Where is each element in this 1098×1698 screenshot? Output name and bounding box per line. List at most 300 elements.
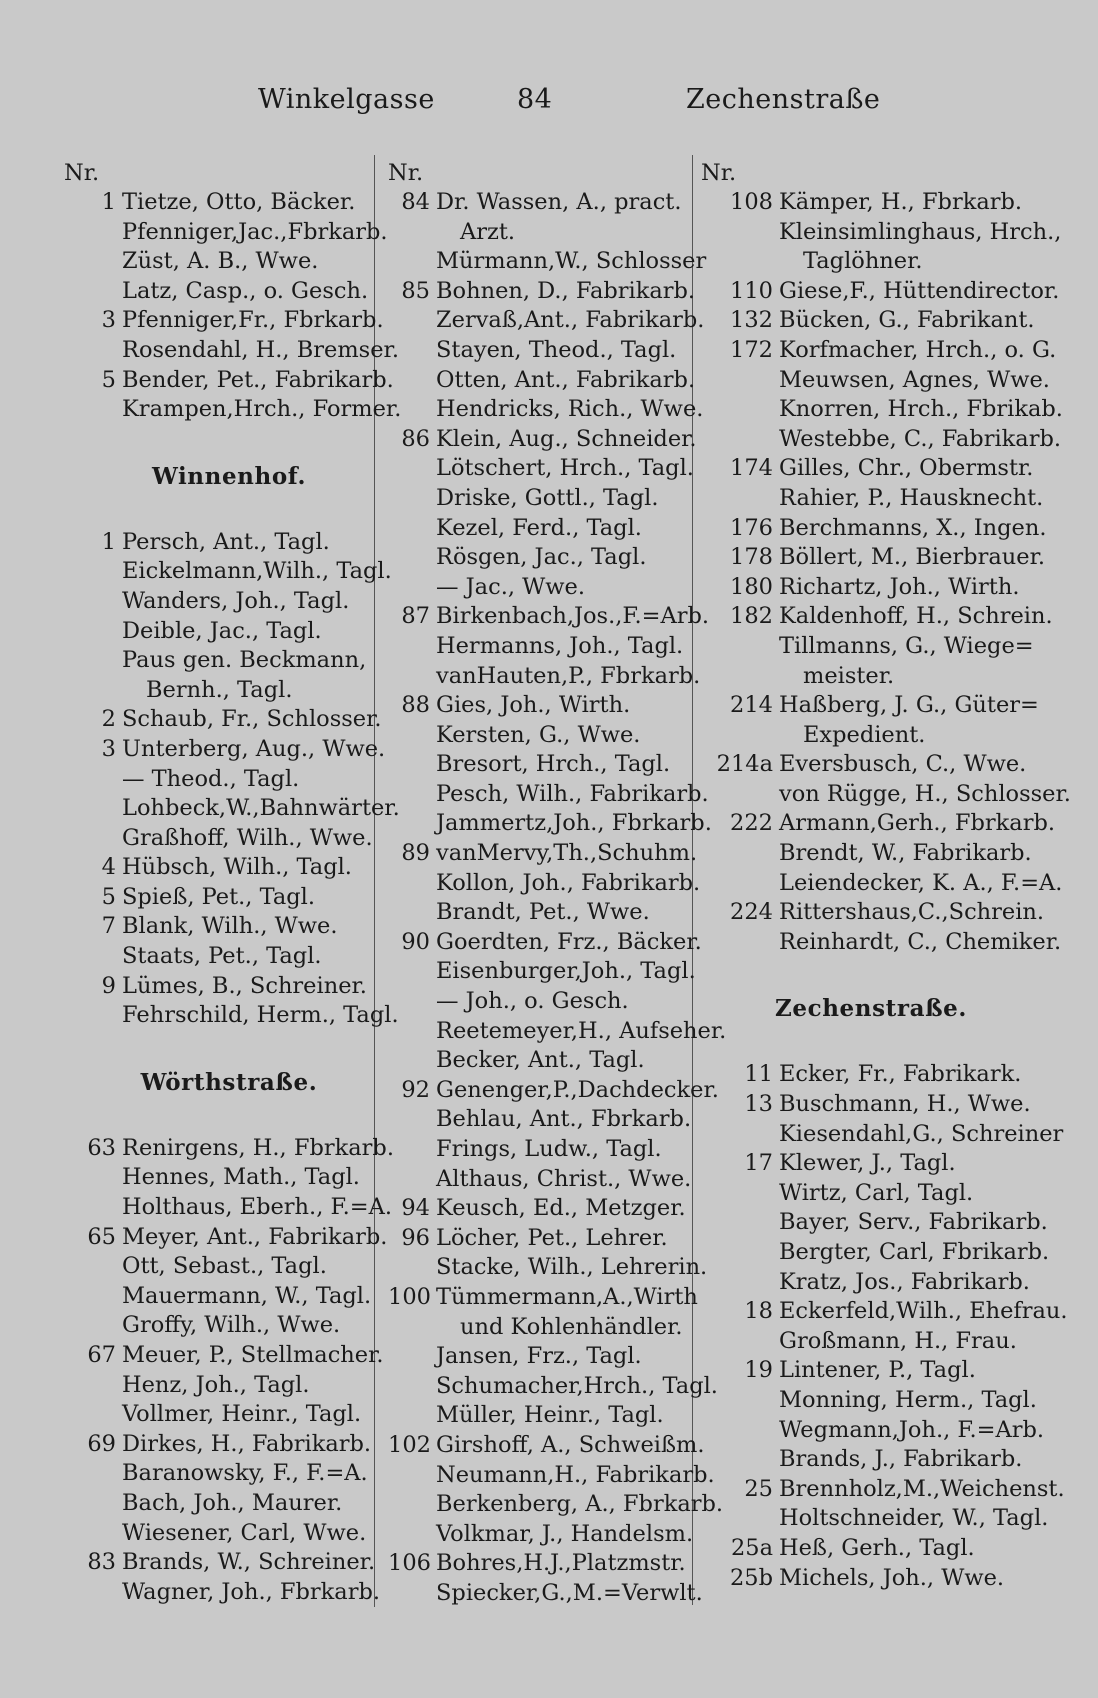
house-number [64,1371,122,1401]
house-number [388,366,436,396]
resident-name: Taglöhner. [803,248,923,275]
directory-entry [388,632,698,662]
resident-name: Unterberg, Aug., Wwe. [122,735,386,762]
house-number: 214 [730,692,773,719]
directory-entry [388,366,698,396]
resident-name: Müller, Heinr., Tagl. [436,1402,664,1429]
resident-name: von Rügge, H., Schlosser. [779,780,1071,807]
house-number [64,247,122,277]
directory-entry [64,676,394,706]
house-number [64,395,122,425]
directory-entry [64,1193,394,1223]
resident-name: Rahier, P., Hausknecht. [779,484,1044,511]
resident-name: Groffy, Wilh., Wwe. [122,1312,341,1339]
directory-entry [388,839,698,869]
resident-name: Westebbe, C., Fabrikarb. [779,425,1062,452]
resident-name: Rösgen, Jac., Tagl. [436,544,647,571]
resident-name: Kaldenhoff, H., Schrein. [779,603,1053,630]
nr-column-label: Nr. [64,160,100,186]
directory-entry [64,1163,394,1193]
resident-name: — Jac., Wwe. [436,573,585,600]
house-number: 1 [101,189,116,215]
house-number: 25a [730,1534,773,1561]
house-number [64,942,122,972]
resident-name: Lötschert, Hrch., Tagl. [436,455,694,482]
directory-entry [701,1564,1041,1594]
directory-entry [64,883,394,913]
directory-entry [64,735,394,765]
directory-entry [388,1490,724,1520]
house-number [64,1001,122,1031]
resident-name: Expedient. [803,721,926,748]
resident-name: Großmann, H., Frau. [779,1327,1017,1354]
house-number: 106 [388,1550,431,1577]
directory-entry [64,972,394,1002]
house-number [64,336,122,366]
house-number: 83 [87,1549,116,1576]
resident-name: Krampen,Hrch., Former. [122,396,402,423]
resident-name: Bach, Joh., Maurer. [122,1489,343,1516]
directory-entry [388,1549,698,1579]
directory-entry [388,1579,703,1609]
house-number [388,1046,436,1076]
resident-name: Dirkes, H., Fabrikarb. [122,1430,372,1457]
house-number: 13 [744,1091,773,1118]
resident-name: Brennholz,M.,Weichenst. [779,1475,1065,1502]
resident-name: Ott, Sebast., Tagl. [122,1253,327,1280]
directory-entry [701,1386,1041,1416]
directory-entry [388,750,698,780]
house-number [64,617,122,647]
house-number [701,721,779,751]
resident-name: Buschmann, H., Wwe. [779,1091,1031,1118]
directory-entry [64,587,394,617]
house-number [64,1193,122,1223]
resident-name: Eisenburger,Joh., Tagl. [436,958,696,985]
directory-entry [388,1046,698,1076]
resident-name: Driske, Gottl., Tagl. [436,484,659,511]
resident-name: Meyer, Ant., Fabrikarb. [122,1223,388,1250]
house-number: 86 [401,425,430,452]
house-number: 19 [744,1357,773,1384]
house-number [388,395,436,425]
directory-entry [701,1534,1041,1564]
directory-entry [701,306,1041,336]
directory-entry [388,1253,708,1283]
house-number [701,1208,779,1238]
resident-name: Hendricks, Rich., Wwe. [436,396,704,423]
directory-entry [388,1520,698,1550]
house-number [388,1105,436,1135]
resident-name: Jansen, Frz., Tagl. [436,1343,642,1370]
resident-name: Brandt, Pet., Wwe. [436,899,650,926]
house-number: 108 [730,189,773,215]
house-number: 94 [401,1195,430,1222]
resident-name: Bohres,H.J.,Platzmstr. [436,1550,686,1577]
house-number [701,780,779,810]
directory-entry [64,1430,394,1460]
directory-entry [64,1489,394,1519]
directory-entry [64,1548,394,1578]
directory-entry [701,573,1041,603]
house-number [388,484,436,514]
resident-name: Berkenberg, A., Fbrkarb. [436,1491,724,1518]
directory-entry [64,646,394,676]
house-number [701,395,779,425]
house-number [388,543,436,573]
house-number [701,869,779,899]
resident-name: Jammertz,Joh., Fbrkarb. [436,810,712,837]
resident-name: Baranowsky, F., F.=A. [122,1460,368,1487]
house-number [64,646,122,676]
directory-entry [64,1578,394,1608]
directory-entry [701,1475,1065,1505]
house-number [388,247,436,277]
house-number [388,1342,436,1372]
directory-entry [64,395,402,425]
directory-entry [388,395,704,425]
resident-name: Latz, Casp., o. Gesch. [122,277,369,304]
house-number: 3 [101,735,116,762]
house-number: 89 [401,840,430,867]
house-number: 25 [744,1475,773,1502]
house-number [388,1313,436,1343]
resident-name: Kämper, H., Fbrkarb. [779,189,1023,215]
house-number [64,676,122,706]
resident-name: Deible, Jac., Tagl. [122,617,322,644]
house-number: 96 [401,1224,430,1251]
house-number [64,824,122,854]
resident-name: Bresort, Hrch., Tagl. [436,751,671,778]
street-heading: Zechenstraße. [774,995,967,1023]
house-number [388,957,436,987]
resident-name: Persch, Ant., Tagl. [122,528,330,555]
directory-entry [388,928,702,958]
house-number [388,721,436,751]
resident-name: Arzt. [460,218,516,245]
directory-entry [701,1208,1048,1238]
house-number: 11 [744,1061,773,1088]
directory-entry [701,869,1063,899]
house-number [388,573,436,603]
resident-name: Klewer, J., Tagl. [779,1150,956,1177]
house-number: 102 [388,1431,431,1458]
resident-name: Genenger,P.,Dachdecker. [436,1076,719,1103]
resident-name: Althaus, Christ., Wwe. [436,1165,692,1192]
resident-name: Paus gen. Beckmann, [122,647,367,674]
house-number [64,1163,122,1193]
directory-entry [388,1461,715,1491]
resident-name: Kleinsimlinghaus, Hrch., [779,218,1062,245]
house-number: 67 [87,1342,116,1368]
directory-entry [701,839,1041,869]
directory-entry [388,1017,727,1047]
resident-name: Schumacher,Hrch., Tagl. [436,1372,718,1399]
house-number [701,1238,779,1268]
resident-name: Haßberg, J. G., Güter= [779,692,1039,719]
directory-entry [64,1252,394,1282]
resident-name: Dr. Wassen, A., pract. [436,189,682,215]
resident-name: Leiendecker, K. A., F.=A. [779,869,1063,896]
directory-entry [701,218,1062,248]
house-number [701,1179,779,1209]
nr-column-label: Nr. [701,160,737,186]
house-number: 1 [101,528,116,555]
resident-name: Pesch, Wilh., Fabrikarb. [436,780,709,807]
directory-entry [701,395,1063,425]
directory-entry [64,247,394,277]
house-number: 69 [87,1430,116,1457]
directory-entry [701,1090,1041,1120]
resident-name: Ecker, Fr., Fabrikark. [779,1061,1022,1088]
house-number: 9 [101,972,116,999]
house-number: 176 [730,514,773,541]
house-number: 87 [401,603,430,630]
directory-entry [701,1504,1049,1534]
house-number [388,987,436,1017]
resident-name: Bender, Pet., Fabrikarb. [122,366,394,393]
directory-entry [701,632,1041,662]
house-number: 65 [87,1223,116,1250]
house-number [388,1461,436,1491]
resident-name: Lintener, P., Tagl. [779,1357,976,1384]
house-number [701,1386,779,1416]
resident-name: Knorren, Hrch., Fbrikab. [779,396,1063,423]
resident-name: Otten, Ant., Fabrikarb. [436,366,696,393]
resident-name: Eversbusch, C., Wwe. [779,751,1027,778]
directory-entry [388,1313,698,1343]
house-number [64,1400,122,1430]
house-number [64,277,122,307]
house-number [388,809,436,839]
resident-name: Blank, Wilh., Wwe. [122,913,338,940]
resident-name: Eckerfeld,Wilh., Ehefrau. [779,1298,1068,1325]
resident-name: Lümes, B., Schreiner. [122,972,367,999]
house-number: 84 [401,189,430,215]
resident-name: Becker, Ant., Tagl. [436,1047,645,1074]
directory-entry [64,1311,394,1341]
resident-name: Eickelmann,Wilh., Tagl. [122,558,392,585]
directory-entry [701,247,1041,277]
directory-entry [388,1165,698,1195]
directory-entry [388,306,705,336]
directory-entry [388,484,698,514]
directory-entry [388,1224,698,1254]
resident-name: Reinhardt, C., Chemiker. [779,928,1062,955]
house-number [388,1401,436,1431]
directory-entry [64,942,394,972]
resident-name: Renirgens, H., Fbrkarb. [122,1134,394,1161]
street-heading: Winnenhof. [151,462,307,490]
directory-entry [388,336,698,366]
directory-entry [701,454,1041,484]
resident-name: Wirtz, Carl, Tagl. [779,1179,974,1206]
resident-name: Bohnen, D., Fabrikarb. [436,277,696,304]
house-number [388,750,436,780]
resident-name: Wanders, Joh., Tagl. [122,587,350,614]
directory-entry [64,1519,394,1549]
resident-name: Kezel, Ferd., Tagl. [436,514,642,541]
nr-column-label: Nr. [388,160,424,186]
resident-name: — Theod., Tagl. [122,765,300,792]
house-number [64,1311,122,1341]
resident-name: Wagner, Joh., Fbrkarb. [122,1578,381,1605]
column-2 [388,158,727,1609]
house-number [701,1445,779,1475]
directory-entry [701,1297,1068,1327]
resident-name: Kersten, G., Wwe. [436,721,641,748]
house-number [701,662,779,692]
house-number [64,765,122,795]
resident-name: Staats, Pet., Tagl. [122,943,322,970]
directory-entry [701,1268,1041,1298]
resident-name: Volkmar, J., Handelsm. [436,1520,694,1547]
directory-entry [701,691,1041,721]
directory-entry [701,898,1045,928]
house-number: 174 [730,455,773,482]
resident-name: Klein, Aug., Schneider. [436,425,697,452]
directory-entry [388,1194,698,1224]
directory-entry [64,306,394,336]
directory-entry [701,1416,1045,1446]
directory-entry [64,794,400,824]
house-number [64,1459,122,1489]
street-heading: Wörthstraße. [140,1068,318,1096]
house-number: 100 [388,1283,431,1310]
resident-name: Goerdten, Frz., Bäcker. [436,928,702,955]
resident-name: Girshoff, A., Schweißm. [436,1431,705,1458]
directory-entry [701,543,1046,573]
house-number [388,869,436,899]
directory-entry [701,277,1060,307]
resident-name: Reetemeyer,H., Aufseher. [436,1017,727,1044]
resident-name: Heß, Gerh., Tagl. [779,1534,975,1561]
directory-entry [701,336,1057,366]
house-number: 3 [101,307,116,334]
directory-entry [64,1341,394,1371]
directory-entry [388,1401,698,1431]
directory-entry [64,1400,394,1430]
resident-name: Hübsch, Wilh., Tagl. [122,854,352,881]
house-number: 180 [730,573,773,600]
resident-name: Rosendahl, H., Bremser. [122,336,399,363]
house-number [701,1504,779,1534]
directory-entry [388,898,698,928]
directory-entry [701,721,1041,751]
house-number: 214a [716,751,773,778]
directory-entry [388,987,698,1017]
directory-entry [64,277,394,307]
directory-entry [388,425,698,455]
resident-name: Zervaß,Ant., Fabrikarb. [436,307,705,334]
resident-name: Kratz, Jos., Fabrikarb. [779,1268,1030,1295]
resident-name: Frings, Ludw., Tagl. [436,1136,662,1162]
directory-entry [388,454,698,484]
house-number: 5 [101,366,116,393]
resident-name: Brands, J., Fabrikarb. [779,1446,1023,1473]
house-number [701,839,779,869]
resident-name: Hermanns, Joh., Tagl. [436,632,684,659]
house-number: 132 [730,307,773,334]
resident-name: Holtschneider, W., Tagl. [779,1505,1049,1532]
house-number [388,218,436,248]
house-number: 4 [101,854,116,881]
resident-name: Birkenbach,Jos.,F.=Arb. [436,603,710,630]
house-number [388,1165,436,1195]
resident-name: Züst, A. B., Wwe. [122,248,319,275]
directory-entry [701,1238,1050,1268]
resident-name: Kiesendahl,G., Schreiner [779,1120,1064,1147]
resident-name: Pfenniger,Jac.,Fbrkarb. [122,218,388,245]
resident-name: Armann,Gerh., Fbrkarb. [779,810,1056,837]
directory-entry [701,1149,1041,1179]
directory-entry [64,824,394,854]
resident-name: Berchmanns, X., Ingen. [779,514,1047,541]
resident-name: und Kohlenhändler. [460,1313,683,1340]
resident-name: Stayen, Theod., Tagl. [436,336,677,363]
house-number [701,1120,779,1150]
resident-name: Mauermann, W., Tagl. [122,1282,372,1309]
resident-name: Michels, Joh., Wwe. [779,1564,1005,1591]
house-number [64,1282,122,1312]
directory-entry [64,1282,394,1312]
directory-entry [388,662,701,692]
directory-entry [388,218,698,248]
column-3 [701,158,1071,1593]
directory-entry [64,853,394,883]
directory-entry [701,1327,1041,1357]
resident-name: Lohbeck,W.,Bahnwärter. [122,795,400,822]
resident-name: Spieß, Pet., Tagl. [122,883,316,910]
directory-entry [388,869,701,899]
house-number: 7 [101,913,116,940]
resident-name: Keusch, Ed., Metzger. [436,1195,686,1222]
house-number: 17 [744,1150,773,1177]
house-number [701,1327,779,1357]
directory-entry [388,1105,698,1135]
house-number [388,1490,436,1520]
directory-entry [388,691,698,721]
directory-entry [388,1076,719,1106]
directory-entry [388,573,698,603]
resident-name: Stacke, Wilh., Lehrerin. [436,1254,708,1281]
resident-name: Wiesener, Carl, Wwe. [122,1519,367,1546]
resident-name: Bergter, Carl, Fbrikarb. [779,1239,1050,1265]
directory-entry [701,425,1062,455]
house-number: 222 [730,810,773,837]
directory-entry [388,277,698,307]
resident-name: Löcher, Pet., Lehrer. [436,1224,668,1251]
directory-entry [388,514,698,544]
resident-name: Tümmermann,A.,Wirth [436,1283,698,1310]
directory-entry [64,617,394,647]
resident-name: Brands, W., Schreiner. [122,1549,376,1576]
house-number [388,1520,436,1550]
directory-entry [701,366,1050,396]
directory-entry [64,528,394,558]
house-number [388,898,436,928]
resident-name: vanHauten,P., Fbrkarb. [436,662,701,689]
house-number [388,514,436,544]
directory-entry [701,1060,1041,1090]
directory-entry [701,602,1053,632]
column-1 [64,158,402,1607]
directory-entry [701,809,1056,839]
directory-entry [388,957,698,987]
house-number: 25b [729,1564,773,1591]
directory-entry [388,188,698,218]
resident-name: Rittershaus,C.,Schrein. [779,899,1045,926]
